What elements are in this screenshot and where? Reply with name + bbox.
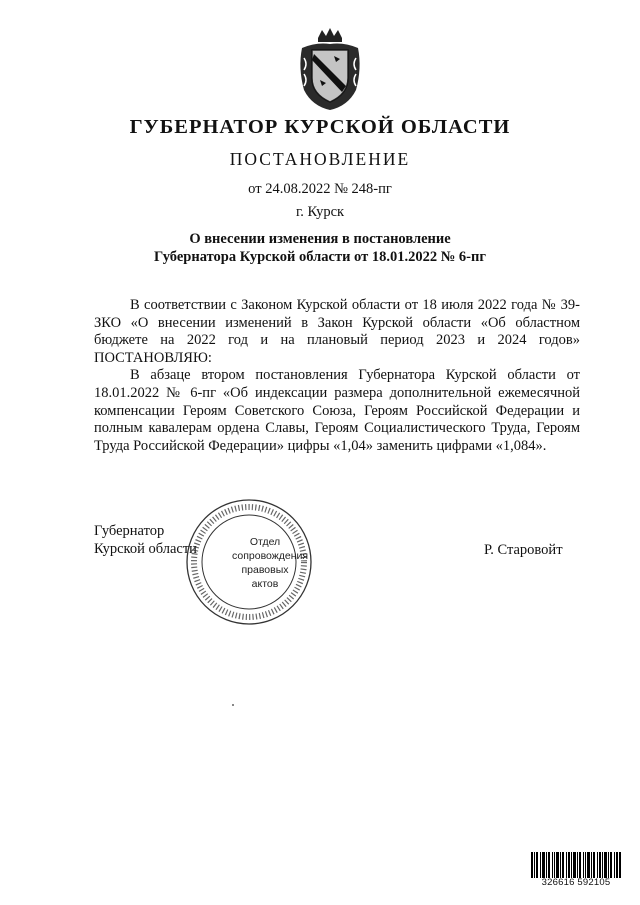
organization-title: ГУБЕРНАТОР КУРСКОЙ ОБЛАСТИ — [129, 116, 511, 138]
document-date-number: от 24.08.2022 № 248-пг — [248, 181, 392, 197]
body-paragraph: В соответствии с Законом Курской области от 18 июля 2022 года № 39-ЗКО «О внесении изменений в Закон Курской области «Об областном бюджете на 2022 год и на плановый период 2023 и 2024 годов» ПОСТАНОВЛЯЮ: — [94, 297, 580, 366]
document-body — [94, 297, 580, 455]
document-subject — [0, 230, 640, 266]
seal-text — [232, 535, 309, 591]
signatory-title — [94, 522, 197, 558]
subject-line: Губернатора Курской области от 18.01.2022 № 6-пг — [154, 249, 486, 265]
signatory-name: Р. Старовойт — [484, 542, 563, 558]
seal-text-line: правовых — [241, 564, 289, 576]
coat-of-arms-icon — [296, 28, 364, 112]
document-place: г. Курск — [295, 204, 345, 220]
seal-text-line: актов — [251, 578, 279, 590]
signatory-title-line: Губернатор — [94, 523, 165, 539]
seal-text-line: Отдел — [249, 536, 281, 548]
signatory-title-line: Курской области — [94, 541, 197, 557]
barcode-icon — [531, 852, 621, 878]
body-paragraph: В абзаце втором постановления Губернатора Курской области от 18.01.2022 № 6-пг «Об индексации размера дополнительной ежемесячной компенсации Героям Советского Союза, Героям Российской Федерации и полным кавалерам ордена Славы, Героям Социалистического Труда, Героям Труда Российской Федерации» цифры «1,04» заменить цифрами «1,084». — [94, 367, 580, 454]
scan-speck — [232, 704, 234, 706]
barcode-number: 326616 592105 — [541, 877, 611, 888]
document-type: ПОСТАНОВЛЕНИЕ — [229, 149, 411, 169]
subject-line: О внесении изменения в постановление — [189, 231, 451, 247]
seal-text-line: сопровождения — [232, 550, 309, 562]
